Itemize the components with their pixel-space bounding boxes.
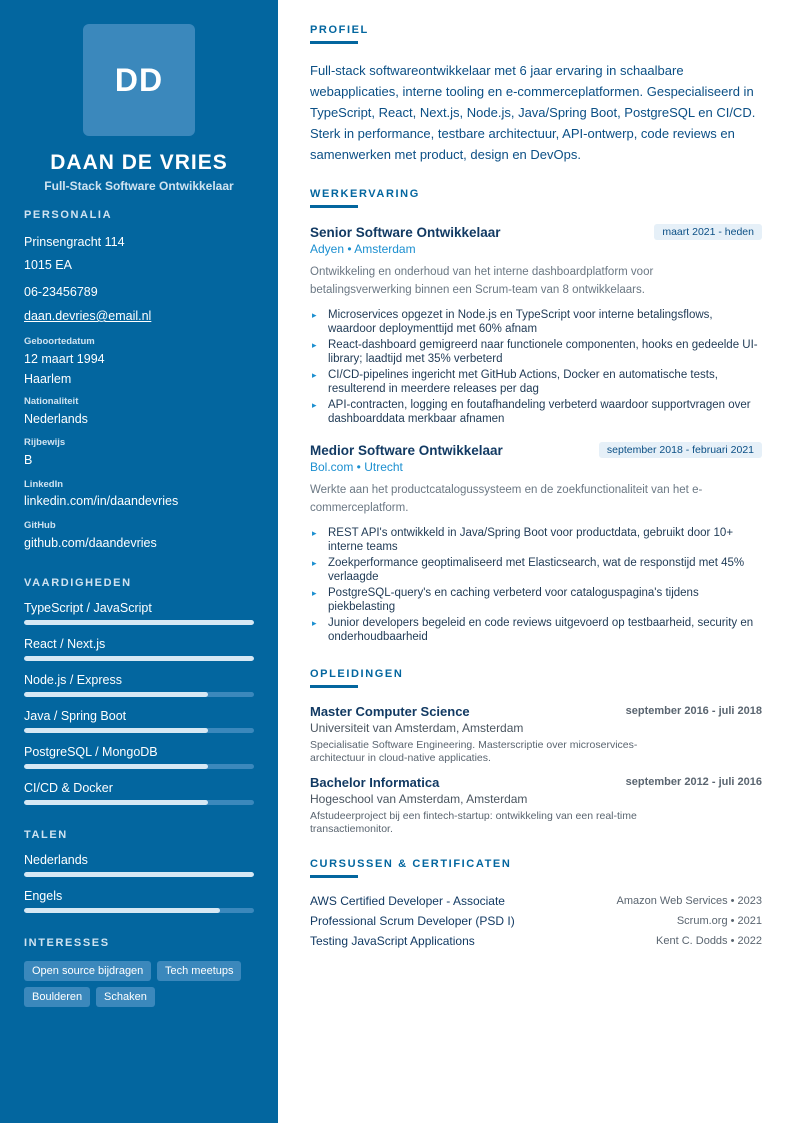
interests-heading: INTERESSES [24, 937, 110, 949]
education-title: Master Computer Science [310, 704, 470, 719]
level-bar [24, 908, 254, 913]
education-school: Hogeschool van Amsterdam, Amsterdam [310, 792, 528, 806]
birth-label: Geboortedatum [24, 336, 95, 347]
level-bar-fill [24, 764, 208, 769]
education-school: Universiteit van Amsterdam, Amsterdam [310, 721, 524, 735]
list-item: ▸ Microservices opgezet in Node.js en TypeScript voor interne betalingsflows, waardoor deploymenttijd met 60% afnam [310, 308, 762, 336]
section-rule [310, 685, 358, 688]
phone-number: 06-23456789 [24, 285, 98, 299]
license-label: Rijbewijs [24, 437, 66, 448]
education-title: Bachelor Informatica [310, 775, 440, 790]
skill-label: Java / Spring Boot [24, 709, 127, 723]
education-description: Specialisatie Software Engineering. Masterscriptie over microservices-architectuur in cloud-native applicaties. [310, 739, 638, 764]
certificate-source: Amazon Web Services • 2023 [616, 895, 762, 907]
certificate-name: Professional Scrum Developer (PSD I) [310, 914, 515, 928]
level-bar [24, 692, 254, 697]
list-item: ▸ REST API's ontwikkeld in Java/Spring Boot voor productdata, gebruikt door 10+ interne teams [310, 526, 762, 554]
level-bar [24, 800, 254, 805]
nationality-value: Nederlands [24, 412, 88, 426]
list-item: ▸ Junior developers begeleid en code reviews uitgevoerd op testbaarheid, security en onderhoudbaarheid [310, 616, 762, 644]
education-description: Afstudeerproject bij een fintech-startup: ontwikkeling van een real-time transactiemonitor. [310, 810, 637, 835]
skill-label: Engels [24, 889, 63, 903]
skill-label: PostgreSQL / MongoDB [24, 745, 158, 759]
skill-label: Nederlands [24, 853, 88, 867]
license-value: B [24, 453, 33, 467]
level-bar [24, 872, 254, 877]
list-item: ▸ React-dashboard gemigreerd naar functionele componenten, hooks en gedeelde UI-library; laadtijd met 35% verbeterd [310, 338, 762, 366]
job-description: Ontwikkeling en onderhoud van het interne dashboardplatform voor betalingsverwerking binnen een Scrum-team van 8 ontwikkelaars. [310, 266, 654, 296]
list-item: ▸ Zoekperformance geoptimaliseerd met Elasticsearch, wat de responstijd met 45% verlaagde [310, 556, 762, 584]
level-bar-fill [24, 728, 208, 733]
list-item: ▸ CI/CD-pipelines ingericht met GitHub Actions, Docker en automatische tests, resulterend in meerdere releases per dag [310, 368, 762, 396]
level-bar [24, 764, 254, 769]
skill-label: CI/CD & Docker [24, 781, 113, 795]
interest-tag: Schaken [96, 987, 155, 1007]
job-company: Adyen • Amsterdam [310, 242, 416, 256]
profile-text: Full-stack softwareontwikkelaar met 6 jaar ervaring in schaalbare webapplicaties, interne tooling en e-commerceplatformen. Gespecialiseerd in TypeScript, React, Next.js, Node.js, Java/Spring Boot, PostgreSQL en CI/CD. Sterk in performance, testbare architectuur, API-ontwerp, code reviews en samenwerken met product, design en DevOps. [310, 63, 756, 162]
certificates-heading: CURSUSSEN & CERTIFICATEN [310, 858, 512, 870]
level-bar-fill [24, 872, 254, 877]
section-rule [310, 875, 358, 878]
candidate-name: DAAN DE VRIES [50, 151, 228, 174]
skill-label: React / Next.js [24, 637, 106, 651]
certificate-name: Testing JavaScript Applications [310, 934, 475, 948]
education-period: september 2016 - juli 2018 [625, 705, 762, 717]
github-label: GitHub [24, 520, 56, 531]
avatar: DD [83, 24, 195, 136]
linkedin-link[interactable]: linkedin.com/in/daandevries [24, 494, 179, 508]
skill-label: Node.js / Express [24, 673, 122, 687]
list-item: ▸ PostgreSQL-query's en caching verbeterd voor cataloguspagina's tijdens piekbelasting [310, 586, 762, 614]
skills-heading: VAARDIGHEDEN [24, 577, 132, 589]
languages-heading: TALEN [24, 829, 68, 841]
interest-tag: Tech meetups [157, 961, 241, 981]
level-bar [24, 620, 254, 625]
education-heading: OPLEIDINGEN [310, 668, 404, 680]
interest-tag: Open source bijdragen [24, 961, 151, 981]
job-description: Werkte aan het productcatalogussysteem en de zoekfunctionaliteit van het e-commerceplatform. [310, 484, 703, 514]
job-title: Medior Software Ontwikkelaar [310, 443, 503, 458]
sidebar [0, 0, 278, 1123]
certificate-source: Kent C. Dodds • 2022 [656, 935, 762, 947]
interest-tag: Boulderen [24, 987, 90, 1007]
address-street: Prinsengracht 114 [24, 235, 125, 249]
job-period: maart 2021 - heden [654, 224, 762, 240]
candidate-role: Full-Stack Software Ontwikkelaar [44, 179, 234, 193]
certificate-name: AWS Certified Developer - Associate [310, 894, 505, 908]
section-rule [310, 205, 358, 208]
nationality-label: Nationaliteit [24, 396, 79, 407]
level-bar-fill [24, 908, 220, 913]
birth-date: 12 maart 1994 [24, 352, 105, 366]
profile-heading: PROFIEL [310, 24, 369, 36]
job-period: september 2018 - februari 2021 [599, 442, 762, 458]
skill-label: TypeScript / JavaScript [24, 601, 152, 615]
job-title: Senior Software Ontwikkelaar [310, 225, 501, 240]
personalia-heading: PERSONALIA [24, 209, 113, 221]
job-company: Bol.com • Utrecht [310, 460, 403, 474]
certificate-source: Scrum.org • 2021 [676, 915, 762, 927]
job-bullets [310, 308, 762, 428]
level-bar-fill [24, 656, 254, 661]
job-bullets [310, 526, 762, 646]
experience-heading: WERKERVARING [310, 188, 420, 200]
email-link[interactable]: daan.devries@email.nl [24, 309, 152, 323]
level-bar-fill [24, 692, 208, 697]
linkedin-label: LinkedIn [24, 479, 64, 490]
level-bar-fill [24, 800, 208, 805]
github-link[interactable]: github.com/daandevries [24, 536, 157, 550]
education-period: september 2012 - juli 2016 [625, 776, 762, 788]
address-postal: 1015 EA [24, 258, 72, 272]
birth-place: Haarlem [24, 372, 72, 386]
level-bar [24, 728, 254, 733]
list-item: ▸ API-contracten, logging en foutafhandeling verbeterd waardoor supportvragen over dashboarddata merkbaar afnamen [310, 398, 762, 426]
level-bar [24, 656, 254, 661]
section-rule [310, 41, 358, 44]
level-bar-fill [24, 620, 254, 625]
